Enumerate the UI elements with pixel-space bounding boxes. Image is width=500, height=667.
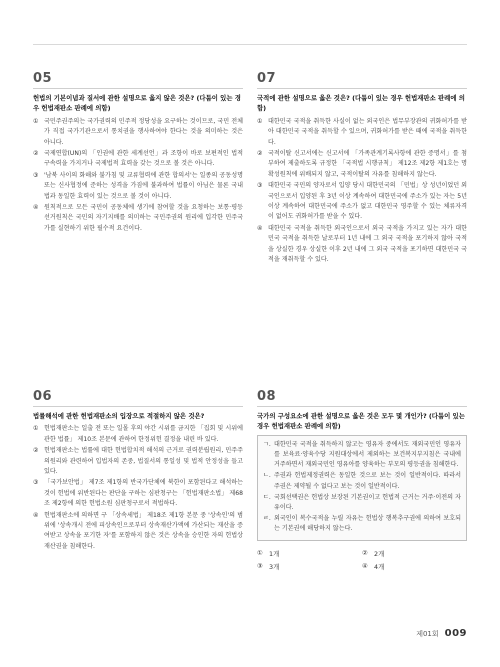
option-3[interactable] xyxy=(33,478,243,509)
option-4[interactable] xyxy=(33,511,243,553)
option-marker: ① xyxy=(257,548,263,557)
option-text: 국적이탈 신고서에는 신고서에 「가족관계기록사항에 관한 증명서」를 첨부하여 제출하도록 규정한 「국적법 시행규칙」 제12조 제2항 제1호는 명확성원칙에 위배되지 않고, 국적이탈의 자유를 침해하지 않는다. xyxy=(268,150,467,178)
statement-marker: ㄴ. xyxy=(263,472,271,480)
question-divider xyxy=(33,88,243,89)
option-3[interactable] xyxy=(33,171,243,202)
option-4[interactable] xyxy=(33,203,243,234)
top-divider xyxy=(33,44,467,45)
statement-marker: ㄷ. xyxy=(263,493,271,501)
option-text: 4개 xyxy=(374,562,385,571)
question-08 xyxy=(257,390,467,571)
statement-box xyxy=(257,435,467,541)
page-footer xyxy=(416,628,467,639)
question-number: 08 xyxy=(257,389,277,404)
answer-option-2[interactable] xyxy=(362,549,467,558)
option-text: 헌법재판소에 의하면 구 「상속세법」 제18조 제1항 본문 중 '상속인'의 범위에 '상속개시 전에 피상속인으로부터 상속재산가액에 가산되는 재산을 증여받고 상속을 포기한 자'를 포함하지 않은 것은 상속을 승인한 자의 헌법상 재산권을 침해한다. xyxy=(44,511,243,550)
question-05 xyxy=(33,72,243,235)
option-text: 「국가보안법」 제7조 제1항의 반국가단체에 북한이 포함된다고 해석하는 것이 헌법에 위반된다는 판단을 구하는 심판청구는 「헌법재판소법」 제68조 제2항에 의한 헌법소원 심판청구로서 적법하다. xyxy=(44,479,243,508)
question-number: 05 xyxy=(33,71,53,86)
statement-text: 주권과 헌법제정권력은 동일한 것으로 보는 것이 일반적이다. 따라서 주권은 제약될 수 없다고 보는 것이 일반적이다. xyxy=(274,472,461,490)
answer-option-4[interactable] xyxy=(362,562,467,571)
option-marker: ④ xyxy=(362,561,368,570)
option-marker: ② xyxy=(33,150,39,158)
option-marker: ④ xyxy=(33,511,39,519)
statement-text: 외국인이 복수국적을 누릴 자유는 헌법상 행복추구권에 의하여 보호되는 기본권에 해당하지 않는다. xyxy=(274,515,461,533)
option-2[interactable] xyxy=(33,446,243,477)
statement-item xyxy=(263,493,461,513)
question-stem: 국가의 구성요소에 관한 설명으로 옳은 것은 모두 몇 개인가? (다툼이 있는 경우 헌법재판소 판례에 의함) xyxy=(257,412,465,431)
question-07 xyxy=(257,72,467,267)
option-text: 1개 xyxy=(269,549,280,558)
option-marker: ③ xyxy=(257,561,263,570)
option-marker: ① xyxy=(33,425,39,433)
option-text: 3개 xyxy=(269,562,280,571)
option-marker: ③ xyxy=(257,182,263,190)
option-text: 헌법재판소는 일출 전 또는 일몰 후의 야간 시위를 금지한 「집회 및 시위에 관한 법률」 제10조 본문에 관하여 한정위헌 결정을 내린 바 있다. xyxy=(44,425,243,443)
question-stem: 헌법의 기본이념과 질서에 관한 설명으로 옳지 않은 것은? (다툼이 있는 경우 헌법재판소 판례에 의함) xyxy=(33,94,241,113)
option-marker: ② xyxy=(362,548,368,557)
option-marker: ② xyxy=(33,447,39,455)
option-text: 대한민국 국민의 양자로서 입양 당시 대한민국의 「민법」상 성년이었던 외국인으로서 입양된 후 3년 이상 계속하여 대한민국에 주소가 있는 자는 5년 이상 계속하여 대한민국에 주소가 없고 대한민국 영주할 수 있는 체류자격이 없어도 귀화허가를 받을 수 있다. xyxy=(268,182,467,221)
question-divider xyxy=(257,406,467,407)
option-1[interactable] xyxy=(33,117,243,148)
statement-item xyxy=(263,440,461,471)
option-marker: ① xyxy=(257,117,263,125)
option-1[interactable] xyxy=(33,424,243,445)
answer-option-3[interactable] xyxy=(257,562,362,571)
option-4[interactable] xyxy=(257,224,467,266)
option-marker: ① xyxy=(33,117,39,125)
question-stem: 국적에 관한 설명으로 옳은 것은? (다툼이 있는 경우 헌법재판소 판례에 의함) xyxy=(257,94,465,113)
statement-text: 대한민국 국적을 취득하지 않고는 영유자 중에서도 재외국민인 영유자를 보육료·양육수당 지원대상에서 제외하는 보건복지부지침은 국내에 거주하면서 재외국민인 영유아를 양육하는 부모의 평등권을 침해한다. xyxy=(274,440,461,469)
option-1[interactable] xyxy=(257,117,467,148)
option-text: 2개 xyxy=(374,549,385,558)
question-number: 07 xyxy=(257,71,277,86)
question-divider xyxy=(33,406,243,407)
statement-marker: ㄱ. xyxy=(263,440,271,448)
option-text: 국제연합(UN)의 「인권에 관한 세계선언」과 조항이 바로 보편적인 법적 구속력을 가지거나 국제법적 효력을 갖는 것으로 볼 것은 아니다. xyxy=(44,150,243,168)
statement-text: 국회선택권은 헌법상 보장된 기본권이고 헌법적 근거는 거주·이전의 자유이다. xyxy=(274,493,461,512)
answer-option-1[interactable] xyxy=(257,549,362,558)
question-06 xyxy=(33,390,243,553)
option-marker: ② xyxy=(257,150,263,158)
option-text: 대한민국 국적을 취득한 외국인으로서 외국 국적을 가지고 있는 자가 대한민국 국적을 취득한 날로부터 1년 내에 그 외국 국적을 포기하지 않아 국적을 상실한 경우 상실한 이후 2년 내에 그 외국 국적을 포기하면 대한민국 국적을 재취득할 수 있다. xyxy=(268,224,467,264)
option-marker: ③ xyxy=(33,171,39,179)
option-2[interactable] xyxy=(257,149,467,180)
option-text: '남북 사이의 화해와 불가침 및 교류협력에 관한 합의서'는 일종의 공동성명 또는 신사협정에 준하는 성격을 가짐에 불과하여 법률이 아님은 물론 국내법과 동일한 효력이 있는 것으로 볼 것이 아니다. xyxy=(44,171,243,200)
option-text: 국민주권주의는 국가권력의 민주적 정당성을 요구하는 것이므로, 국민 전체가 직접 국가기관으로서 통치권을 행사하여야 한다는 것을 의미하는 것은 아니다. xyxy=(44,117,243,146)
option-text: 헌법재판소는 법률에 대한 헌법합치적 해석의 근거로 권력분립원리, 민주주의원리와 관련하여 입법자의 존중, 법질서의 통일성 및 법적 안정성을 들고 있다. xyxy=(44,447,243,476)
option-3[interactable] xyxy=(257,181,467,223)
question-number: 06 xyxy=(33,389,53,404)
page-number: 009 xyxy=(444,628,467,639)
statement-item xyxy=(263,514,461,534)
option-text: 대한민국 국적을 취득한 사실이 없는 외국인은 법무부장관의 귀화허가를 받아 대한민국 국적을 취득할 수 있으며, 귀화허가를 받은 때에 국적을 취득한다. xyxy=(268,117,467,146)
statement-marker: ㄹ. xyxy=(263,515,271,523)
option-2[interactable] xyxy=(33,149,243,170)
option-marker: ④ xyxy=(257,224,263,232)
option-marker: ④ xyxy=(33,204,39,212)
question-divider xyxy=(257,88,467,89)
round-label: 제01회 xyxy=(416,630,439,638)
answer-choices xyxy=(257,549,467,571)
statement-item xyxy=(263,471,461,491)
question-stem: 법률해석에 관한 헌법재판소의 입장으로 적절하지 않은 것은? xyxy=(33,412,205,420)
option-text: 원칙적으로 모든 국민이 공동체에 생기에 참여할 것을 요청하는 보통·평등선거원칙은 국민의 자기지배를 의미하는 국민주권의 원리에 입각한 민주국가를 실현하기 위한 필수적 요건이다. xyxy=(44,204,243,232)
option-marker: ③ xyxy=(33,479,39,487)
